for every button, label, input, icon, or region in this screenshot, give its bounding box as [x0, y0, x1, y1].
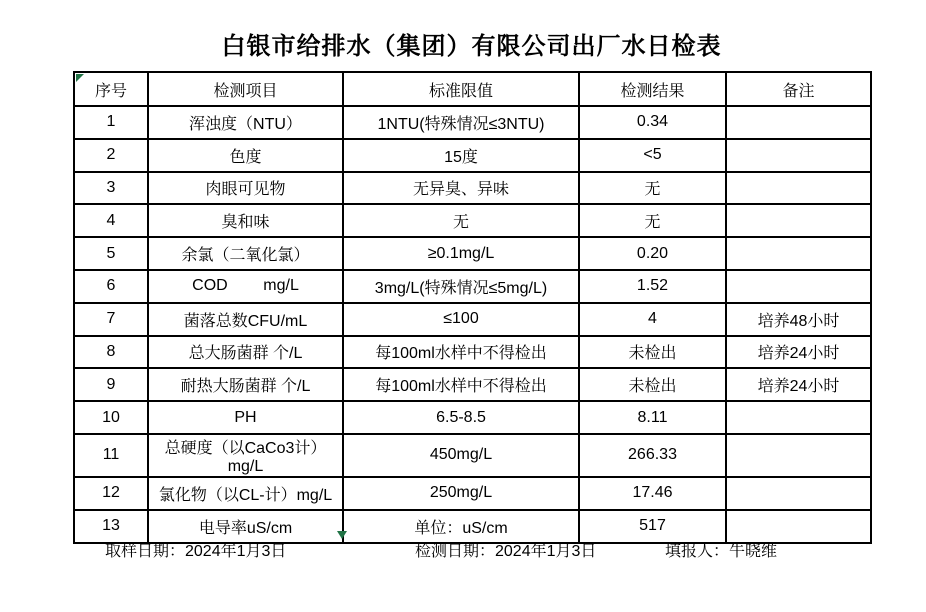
cell-note	[726, 172, 871, 205]
table-row	[74, 336, 871, 369]
cell-note: 培养24小时	[726, 336, 871, 369]
cell-limit: 3mg/L(特殊情况≤5mg/L)	[343, 270, 579, 303]
cell-item: COD mg/L	[148, 270, 343, 303]
cell-result: 1.52	[579, 270, 726, 303]
cell-result: 4	[579, 303, 726, 336]
cell-item: 总硬度（以CaCo3计）mg/L	[148, 434, 343, 477]
cell-index: 5	[74, 237, 148, 270]
cell-note	[726, 237, 871, 270]
header-cell-note: 备注	[726, 72, 871, 106]
cell-note: 培养48小时	[726, 303, 871, 336]
table-row	[74, 303, 871, 336]
cell-limit: 无异臭、异味	[343, 172, 579, 205]
cell-index: 3	[74, 172, 148, 205]
cell-limit: 1NTU(特殊情况≤3NTU)	[343, 106, 579, 139]
cell-note	[726, 434, 871, 477]
bottom-marker-icon	[337, 531, 347, 539]
cell-item: 耐热大肠菌群 个/L	[148, 368, 343, 401]
header-cell-result: 检测结果	[579, 72, 726, 106]
cell-result: 无	[579, 172, 726, 205]
cell-limit: 250mg/L	[343, 477, 579, 510]
cell-index: 9	[74, 368, 148, 401]
table-row	[74, 434, 871, 477]
cell-result: 8.11	[579, 401, 726, 434]
cell-note	[726, 401, 871, 434]
cell-index: 13	[74, 510, 148, 543]
cell-item: 总大肠菌群 个/L	[148, 336, 343, 369]
cell-result: 未检出	[579, 368, 726, 401]
cell-note	[726, 139, 871, 172]
footer-sampling-date: 取样日期：2024年1月3日	[105, 543, 287, 560]
cell-item: 余氯（二氧化氯）	[148, 237, 343, 270]
cell-item: PH	[148, 401, 343, 434]
footer-testing-date: 检测日期：2024年1月3日	[415, 543, 597, 560]
cell-note	[726, 204, 871, 237]
cell-limit: 450mg/L	[343, 434, 579, 477]
cell-result: 266.33	[579, 434, 726, 477]
cell-limit: 无	[343, 204, 579, 237]
cell-limit: 每100ml水样中不得检出	[343, 368, 579, 401]
cell-result: 无	[579, 204, 726, 237]
table-row	[74, 106, 871, 139]
cell-limit: 15度	[343, 139, 579, 172]
daily-check-table	[73, 71, 872, 544]
cell-item: 浑浊度（NTU）	[148, 106, 343, 139]
header-cell-item: 检测项目	[148, 72, 343, 106]
cell-item: 臭和味	[148, 204, 343, 237]
cell-limit: ≥0.1mg/L	[343, 237, 579, 270]
cell-index: 11	[74, 434, 148, 477]
cell-index: 12	[74, 477, 148, 510]
cell-result: 未检出	[579, 336, 726, 369]
cell-limit: 6.5-8.5	[343, 401, 579, 434]
cell-item: 菌落总数CFU/mL	[148, 303, 343, 336]
cell-item: 肉眼可见物	[148, 172, 343, 205]
cell-index: 10	[74, 401, 148, 434]
cell-note: 培养24小时	[726, 368, 871, 401]
cell-note	[726, 106, 871, 139]
cell-limit: 每100ml水样中不得检出	[343, 336, 579, 369]
cell-result: 0.20	[579, 237, 726, 270]
cell-item: 氯化物（以CL-计）mg/L	[148, 477, 343, 510]
cell-index: 1	[74, 106, 148, 139]
header-cell-index: 序号	[74, 72, 148, 106]
table-row	[74, 477, 871, 510]
cell-index: 6	[74, 270, 148, 303]
cell-item: 电导率uS/cm	[148, 510, 343, 543]
table-row	[74, 270, 871, 303]
cell-result: 17.46	[579, 477, 726, 510]
table-row	[74, 139, 871, 172]
cell-note	[726, 270, 871, 303]
cell-result: <5	[579, 139, 726, 172]
table-row	[74, 204, 871, 237]
header-cell-limit: 标准限值	[343, 72, 579, 106]
header-row	[74, 72, 871, 106]
cell-note	[726, 477, 871, 510]
cell-index: 7	[74, 303, 148, 336]
footer-reporter: 填报人：牛晓维	[665, 543, 778, 560]
cell-index: 4	[74, 204, 148, 237]
cell-limit: ≤100	[343, 303, 579, 336]
cell-result: 517	[579, 510, 726, 543]
page-title: 白银市给排水（集团）有限公司出厂水日检表	[221, 33, 722, 60]
cell-limit: 单位：uS/cm	[343, 510, 579, 543]
cell-index: 2	[74, 139, 148, 172]
cell-index: 8	[74, 336, 148, 369]
cell-item: 色度	[148, 139, 343, 172]
cell-result: 0.34	[579, 106, 726, 139]
table-row	[74, 172, 871, 205]
table-row	[74, 401, 871, 434]
table-row	[74, 368, 871, 401]
table-row	[74, 237, 871, 270]
